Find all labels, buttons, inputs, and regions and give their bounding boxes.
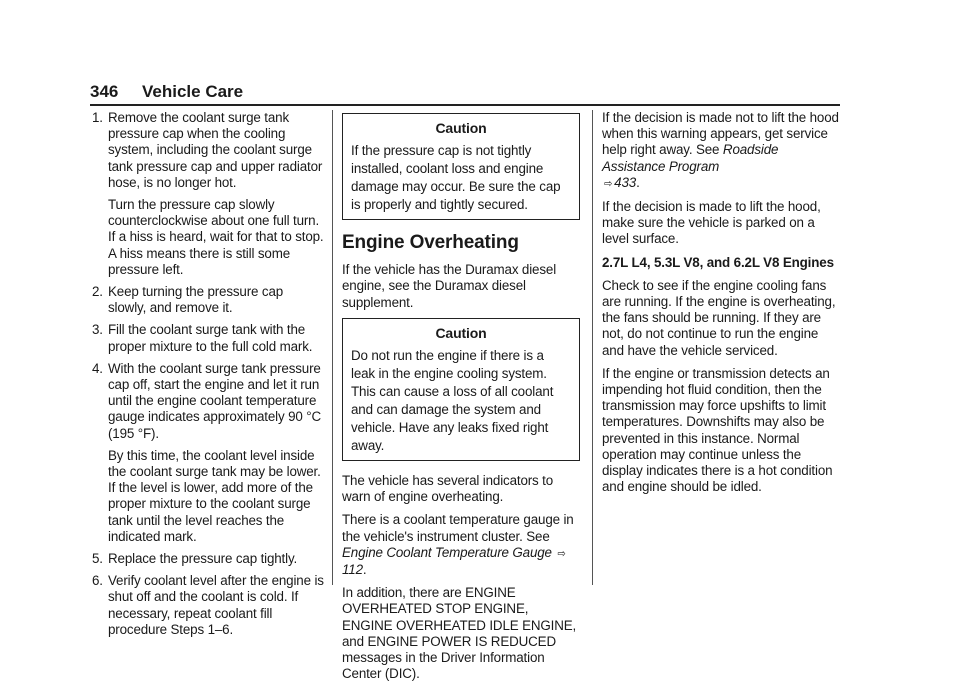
paragraph: The vehicle has several indicators to warn of engine overheating. bbox=[342, 473, 554, 505]
paragraph-text: There is a coolant temperature gauge in the vehicle's instrument cluster. See bbox=[342, 512, 574, 544]
paragraph: If the vehicle has the Duramax diesel engine, see the Duramax diesel supplement. bbox=[342, 262, 557, 310]
page-reference-arrow-icon: ⇨ bbox=[557, 547, 566, 560]
cross-reference-link[interactable]: Engine Coolant Temperature Gauge bbox=[342, 544, 552, 560]
caution-title: Caution bbox=[435, 120, 487, 136]
cross-reference-link[interactable]: Roadside Assistance Program bbox=[602, 142, 779, 174]
section-heading: Engine Overheating bbox=[342, 232, 519, 254]
step-text: Turn the pressure cap slowly counterclockwise about one full turn. If a hiss is heard, wait for that to stop. A hiss means there is still some pressure left. bbox=[108, 197, 324, 277]
step-text: Fill the coolant surge tank with the proper mixture to the full cold mark. bbox=[108, 322, 313, 354]
subheading: 2.7L L4, 5.3L V8, and 6.2L V8 Engines bbox=[602, 254, 834, 270]
step-text: Verify coolant level after the engine is shut off and the coolant is cold. If necessary, repeat coolant fill procedure Steps 1–6. bbox=[108, 573, 324, 637]
step-item bbox=[92, 110, 324, 278]
step-text: Replace the pressure cap tightly. bbox=[108, 551, 298, 567]
step-text: By this time, the coolant level inside the coolant surge tank may be lower. If the level is lower, add more of the proper mixture to the coolant surge tank until the level reaches the indicated mark. bbox=[108, 447, 321, 544]
caution-body: Do not run the engine if there is a leak in the engine cooling system. This can cause a loss of all coolant and can damage the system and vehicle. Have any leaks fixed right away. bbox=[351, 348, 554, 454]
paragraph: If the decision is made to lift the hood, make sure the vehicle is parked on a level surface. bbox=[602, 199, 821, 247]
step-item bbox=[92, 573, 324, 638]
caution-body: If the pressure cap is not tightly installed, coolant loss and engine damage may occur. Be sure the cap is properly and tightly secured. bbox=[351, 143, 561, 213]
caution-title: Caution bbox=[435, 324, 487, 341]
column-2 bbox=[342, 110, 580, 689]
paragraph-with-reference: If the decision is made not to lift the hood when this warning appears, get service help right away. See Roadside Assistance Program ⇨ 433. bbox=[602, 110, 840, 192]
page-reference-arrow-icon: ⇨ bbox=[604, 177, 613, 190]
paragraph: In addition, there are ENGINE OVERHEATED STOP ENGINE, ENGINE OVERHEATED IDLE ENGINE, and ENGINE POWER IS REDUCED messages in the Driver Information Center (DIC). bbox=[342, 585, 577, 682]
caution-box bbox=[342, 113, 580, 220]
paragraph: If the engine or transmission detects an impending hot fluid condition, then the transmission may force upshifts to limit temperatures. Downshifts may also be prevented in this instance. Normal operation may continue unless the display indicates there is a hot condition and engine should be idled. bbox=[602, 365, 833, 495]
page-number: 346 bbox=[90, 82, 119, 101]
step-number: 4. bbox=[92, 360, 103, 376]
page-header bbox=[90, 80, 840, 106]
column-divider-1 bbox=[332, 110, 333, 585]
step-text: With the coolant surge tank pressure cap off, start the engine and let it run until the engine coolant temperature gauge indicates approximately 90 °C (195 °F). bbox=[108, 360, 321, 441]
page-reference-number[interactable]: 433 bbox=[614, 174, 637, 190]
section-title: Vehicle Care bbox=[142, 82, 244, 101]
paragraph-with-reference: There is a coolant temperature gauge in the vehicle's instrument cluster. See Engine Coolant Temperature Gauge ⇨112. bbox=[342, 512, 574, 578]
step-item bbox=[92, 322, 324, 354]
header-rule bbox=[90, 104, 840, 106]
step-number: 3. bbox=[92, 322, 103, 338]
step-text: Keep turning the pressure cap slowly, and remove it. bbox=[108, 284, 284, 316]
paragraph-text: If the decision is made not to lift the hood when this warning appears, get service help right away. See bbox=[602, 110, 839, 158]
column-1 bbox=[92, 110, 324, 644]
paragraph: Check to see if the engine cooling fans are running. If the engine is overheating, the fans should be running. If they are not, do not continue to run the engine and have the vehicle serviced. bbox=[602, 277, 836, 358]
step-item bbox=[92, 361, 324, 545]
step-text: Remove the coolant surge tank pressure cap when the cooling system, including the coolant surge tank pressure cap and upper radiator hose, is no longer hot. bbox=[108, 110, 323, 190]
step-number: 5. bbox=[92, 551, 103, 567]
column-divider-2 bbox=[592, 110, 593, 585]
caution-box bbox=[342, 318, 580, 461]
step-number: 1. bbox=[92, 110, 103, 125]
page-reference-number[interactable]: 112 bbox=[342, 562, 363, 578]
step-number: 6. bbox=[92, 573, 103, 589]
step-number: 2. bbox=[92, 284, 103, 300]
column-3 bbox=[602, 110, 840, 502]
step-item bbox=[92, 284, 324, 316]
step-item bbox=[92, 551, 324, 567]
